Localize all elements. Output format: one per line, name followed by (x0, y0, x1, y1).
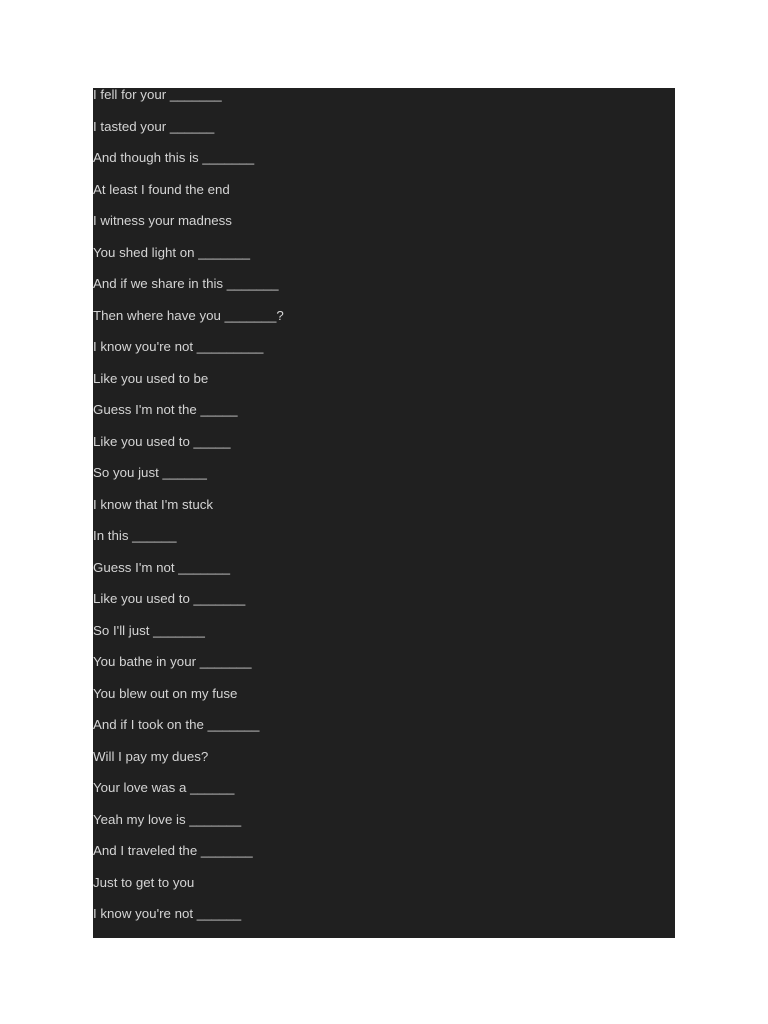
lyric-line: I know that I'm stuck (93, 496, 214, 512)
document-page (93, 88, 675, 938)
lyric-line: Will I pay my dues? (93, 748, 209, 764)
lyric-line: I fell for your _______ (93, 88, 222, 102)
lyric-line: Guess I'm not _______ (93, 559, 231, 575)
lyric-line: Yeah my love is _______ (93, 811, 242, 827)
lyric-line: I tasted your ______ (93, 118, 215, 134)
lyric-line: Your love was a ______ (93, 780, 235, 795)
lyric-line: And if I took on the _______ (93, 717, 260, 732)
lyric-line: Like you used to _______ (93, 591, 246, 606)
lyric-line: And if we share in this _______ (93, 276, 279, 291)
lyric-line: And I traveled the _______ (93, 843, 253, 858)
lyric-line: I witness your madness (93, 213, 232, 228)
lyric-line: Then where have you _______? (93, 307, 284, 323)
lyric-line: In this ______ (93, 528, 177, 543)
lyric-line: Guess I'm not the _____ (93, 402, 238, 417)
lyric-line: You shed light on _______ (93, 244, 250, 260)
lyric-line: Like you used to be (93, 370, 209, 386)
lyric-line: Like you used to _____ (93, 433, 231, 449)
lyrics-list (93, 88, 284, 938)
lyric-line: So you just ______ (93, 465, 207, 480)
lyric-line: So I'll just _______ (93, 622, 205, 638)
lyric-line: Just to get to you (93, 874, 195, 890)
lyric-line: You bathe in your _______ (93, 654, 252, 669)
lyric-line: I know you're not ______ (93, 906, 242, 921)
lyric-line: I know you're not _________ (93, 339, 264, 354)
lyric-line: And though this is _______ (93, 150, 255, 165)
lyric-line: You blew out on my fuse (93, 685, 238, 701)
lyric-line: At least I found the end (93, 181, 230, 197)
